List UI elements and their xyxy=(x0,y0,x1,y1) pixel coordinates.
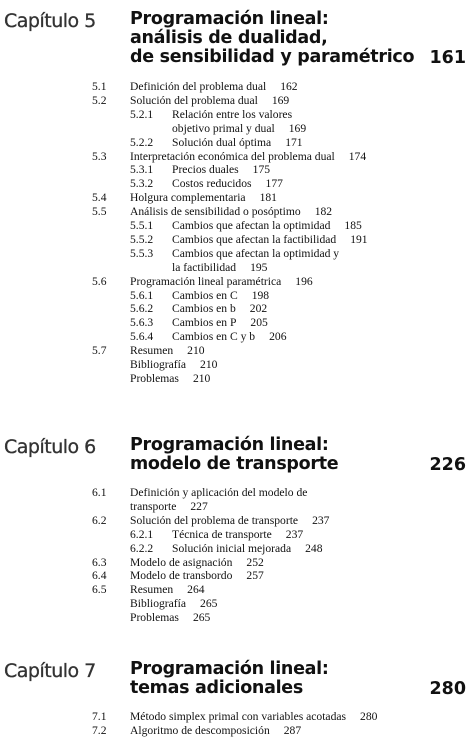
toc-entry-title xyxy=(130,275,313,288)
toc-entry-text: Definición del problema dual xyxy=(130,80,267,93)
toc-entry-page: 237 xyxy=(285,527,304,541)
toc-entry-page: 191 xyxy=(350,232,368,246)
chapter-page-number: 226 xyxy=(429,455,466,475)
toc-entry-number: 6.3 xyxy=(92,555,107,569)
toc-entry-text: Resumen xyxy=(130,583,174,597)
toc-entry-title xyxy=(130,556,264,569)
toc-entry-title xyxy=(130,514,329,527)
toc-entry-text: Problemas xyxy=(130,611,179,625)
toc-entry-title xyxy=(130,724,301,737)
toc-entry-text: la factibilidad xyxy=(172,260,237,274)
toc-entry-title xyxy=(130,486,307,499)
toc-entry-page: 264 xyxy=(187,583,205,597)
toc-entry-text: Bibliografía xyxy=(130,358,187,371)
toc-entry-text: objetivo primal y dual xyxy=(172,121,275,135)
toc-entry-page: 265 xyxy=(192,611,211,625)
chapter-title xyxy=(130,10,414,67)
toc-entry-page: 227 xyxy=(190,499,208,513)
toc-entry-number: 7.2 xyxy=(92,723,107,737)
toc-entry-title xyxy=(130,191,277,204)
toc-entry-number: 5.6.1 xyxy=(130,288,154,302)
toc-entry-number: 6.4 xyxy=(92,569,107,583)
toc-entry-title xyxy=(130,80,298,93)
toc-entry-text: Cambios que afectan la optimidad y xyxy=(172,246,340,260)
toc-entry-title xyxy=(130,583,205,596)
toc-entry-number: 5.5 xyxy=(92,205,107,219)
toc-entry-page: 174 xyxy=(348,149,367,163)
toc-entry-number: 5.5.1 xyxy=(130,219,154,232)
toc-entry-text: Solución del problema de transporte xyxy=(130,513,299,527)
toc-entry-title xyxy=(172,247,339,260)
toc-entry-page: 237 xyxy=(312,513,330,527)
toc-entry-text: Cambios que afectan la optimidad xyxy=(172,219,331,232)
toc-entry-title xyxy=(172,289,269,302)
toc-entry-title xyxy=(130,150,366,163)
toc-entry-title xyxy=(172,330,286,343)
chapter-title-line: análisis de dualidad, xyxy=(130,28,328,48)
chapter-title-line: de sensibilidad y paramétrico xyxy=(130,47,415,67)
toc-entry-text: Técnica de transporte xyxy=(172,527,272,541)
toc-entry-page: 205 xyxy=(250,316,268,330)
toc-entry-page: 182 xyxy=(314,205,333,219)
toc-entry-page: 181 xyxy=(259,191,277,205)
toc-entry-title xyxy=(130,710,377,723)
chapter-label: Capítulo 7 xyxy=(4,660,96,682)
toc-entry-text: transporte xyxy=(130,499,177,513)
toc-entry-number: 5.5.2 xyxy=(130,232,154,246)
toc-entry-title xyxy=(172,302,267,315)
toc-entry-title xyxy=(172,219,362,232)
toc-entry-page: 198 xyxy=(251,288,270,302)
toc-entry-title xyxy=(172,177,283,190)
chapter-title xyxy=(130,660,329,698)
toc-entry-title xyxy=(130,597,217,610)
toc-entry-text: Solución del problema dual xyxy=(130,93,258,107)
chapter-page-number: 161 xyxy=(429,48,466,68)
toc-entry-number: 6.2 xyxy=(92,513,107,527)
toc-entry-text: Cambios en b xyxy=(172,302,236,316)
toc-entry-page: 196 xyxy=(295,274,313,288)
toc-entry-page: 171 xyxy=(285,135,303,149)
toc-entry-number: 5.2.1 xyxy=(130,107,154,121)
toc-entry-text: Solución inicial mejorada xyxy=(172,541,292,555)
chapter-title xyxy=(130,436,338,474)
toc-entry-text: Programación lineal paramétrica xyxy=(130,274,282,288)
toc-entry-page: 257 xyxy=(246,569,264,583)
toc-entry-title xyxy=(172,136,303,149)
toc-entry-title xyxy=(172,122,306,135)
toc-entry-title xyxy=(172,163,270,176)
toc-entry-text: Modelo de asignación xyxy=(130,555,233,569)
toc-entry-text: Método simplex primal con variables acotadas xyxy=(130,710,347,723)
toc-entry-number: 5.2 xyxy=(92,93,107,107)
toc-entry-number: 5.4 xyxy=(92,191,107,205)
toc-entry-number: 5.2.2 xyxy=(130,135,154,149)
toc-entry-page: 177 xyxy=(265,177,283,191)
chapter-label: Capítulo 6 xyxy=(4,436,96,458)
toc-entry-page: 210 xyxy=(200,358,218,371)
toc-entry-title xyxy=(130,500,208,513)
toc-entry-number: 6.2.2 xyxy=(130,541,154,555)
toc-entry-number: 5.3.2 xyxy=(130,177,154,191)
toc-entry-page: 185 xyxy=(344,219,362,232)
chapter-title-line: Programación lineal: xyxy=(130,9,329,29)
toc-entry-number: 6.2.1 xyxy=(130,527,154,541)
toc-entry-text: Análisis de sensibilidad o posóptimo xyxy=(130,205,301,219)
toc-entry-text: Cambios en P xyxy=(172,316,237,330)
toc-entry-title xyxy=(172,261,267,274)
chapter-6-header xyxy=(0,436,474,480)
toc-entry-page: 210 xyxy=(187,344,205,358)
toc-entry-title xyxy=(130,611,210,624)
toc-entry-page: 210 xyxy=(192,371,211,385)
toc-entry-text: Modelo de transbordo xyxy=(130,569,233,583)
toc-entry-text: Algoritmo de descomposición xyxy=(130,723,270,737)
toc-entry-title xyxy=(172,316,268,329)
chapter-title-line: modelo de transporte xyxy=(130,454,339,474)
toc-entry-title xyxy=(172,233,368,246)
toc-entry-text: Precios duales xyxy=(172,163,239,177)
toc-entry-number: 5.6.2 xyxy=(130,302,154,316)
toc-entry-number: 5.6.4 xyxy=(130,330,154,344)
chapter-title-line: Programación lineal: xyxy=(130,659,329,679)
toc-entry-title xyxy=(130,205,332,218)
toc-entry-title xyxy=(130,94,289,107)
toc-entry-page: 195 xyxy=(250,260,268,274)
toc-entry-page: 287 xyxy=(283,723,302,737)
toc-entry-text: Cambios que afectan la factibilidad xyxy=(172,232,337,246)
toc-entry-text: Definición y aplicación del modelo de xyxy=(130,486,308,499)
toc-entry-title xyxy=(130,372,210,385)
toc-entry-text: Problemas xyxy=(130,371,179,385)
toc-entry-text: Interpretación económica del problema dual xyxy=(130,149,335,163)
toc-entry-page: 265 xyxy=(200,597,218,611)
toc-entry-text: Solución dual óptima xyxy=(172,135,272,149)
toc-entry-title xyxy=(130,569,264,582)
toc-entry-title xyxy=(172,528,303,541)
toc-entry-text: Relación entre los valores xyxy=(172,107,293,121)
toc-entry-text: Cambios en C xyxy=(172,288,238,302)
toc-entry-page: 202 xyxy=(249,302,268,316)
toc-entry-number: 5.3.1 xyxy=(130,163,154,177)
chapter-title-line: temas adicionales xyxy=(130,678,303,698)
toc-entry-text: Bibliografía xyxy=(130,597,187,611)
toc-entry-number: 6.5 xyxy=(92,583,107,597)
toc-entry-number: 5.3 xyxy=(92,149,107,163)
toc-entry-title xyxy=(172,542,323,555)
toc-entry-number: 5.1 xyxy=(92,80,107,93)
toc-entry-number: 5.6.3 xyxy=(130,316,154,330)
chapter-page-number: 280 xyxy=(429,679,466,699)
toc-entry-text: Cambios en C y b xyxy=(172,330,256,344)
toc-entry-number: 5.5.3 xyxy=(130,246,154,260)
toc-entry-number: 6.1 xyxy=(92,486,107,499)
chapter-title-line: Programación lineal: xyxy=(130,435,329,455)
toc-entry-number: 5.7 xyxy=(92,344,107,358)
toc-entry-page: 162 xyxy=(280,80,298,93)
toc-entry-page: 175 xyxy=(252,163,271,177)
toc-entry-page: 169 xyxy=(288,121,307,135)
toc-entry-page: 248 xyxy=(305,541,323,555)
toc-entry-text: Resumen xyxy=(130,344,174,358)
toc-entry-page: 206 xyxy=(269,330,287,344)
toc-entry-page: 169 xyxy=(271,93,290,107)
toc-entry-page: 280 xyxy=(360,710,378,723)
chapter-7-header xyxy=(0,660,474,704)
toc-entry-number: 7.1 xyxy=(92,710,107,723)
toc-entry-title xyxy=(130,344,205,357)
toc-entry-title xyxy=(172,108,292,121)
toc-entry-text: Costos reducidos xyxy=(172,177,252,191)
toc-entry-page: 252 xyxy=(246,555,264,569)
toc-entry-number: 5.6 xyxy=(92,274,107,288)
toc-entry-title xyxy=(130,358,217,371)
chapter-label: Capítulo 5 xyxy=(4,10,96,32)
chapter-5-header xyxy=(0,10,474,70)
toc-entry-text: Holgura complementaria xyxy=(130,191,246,205)
